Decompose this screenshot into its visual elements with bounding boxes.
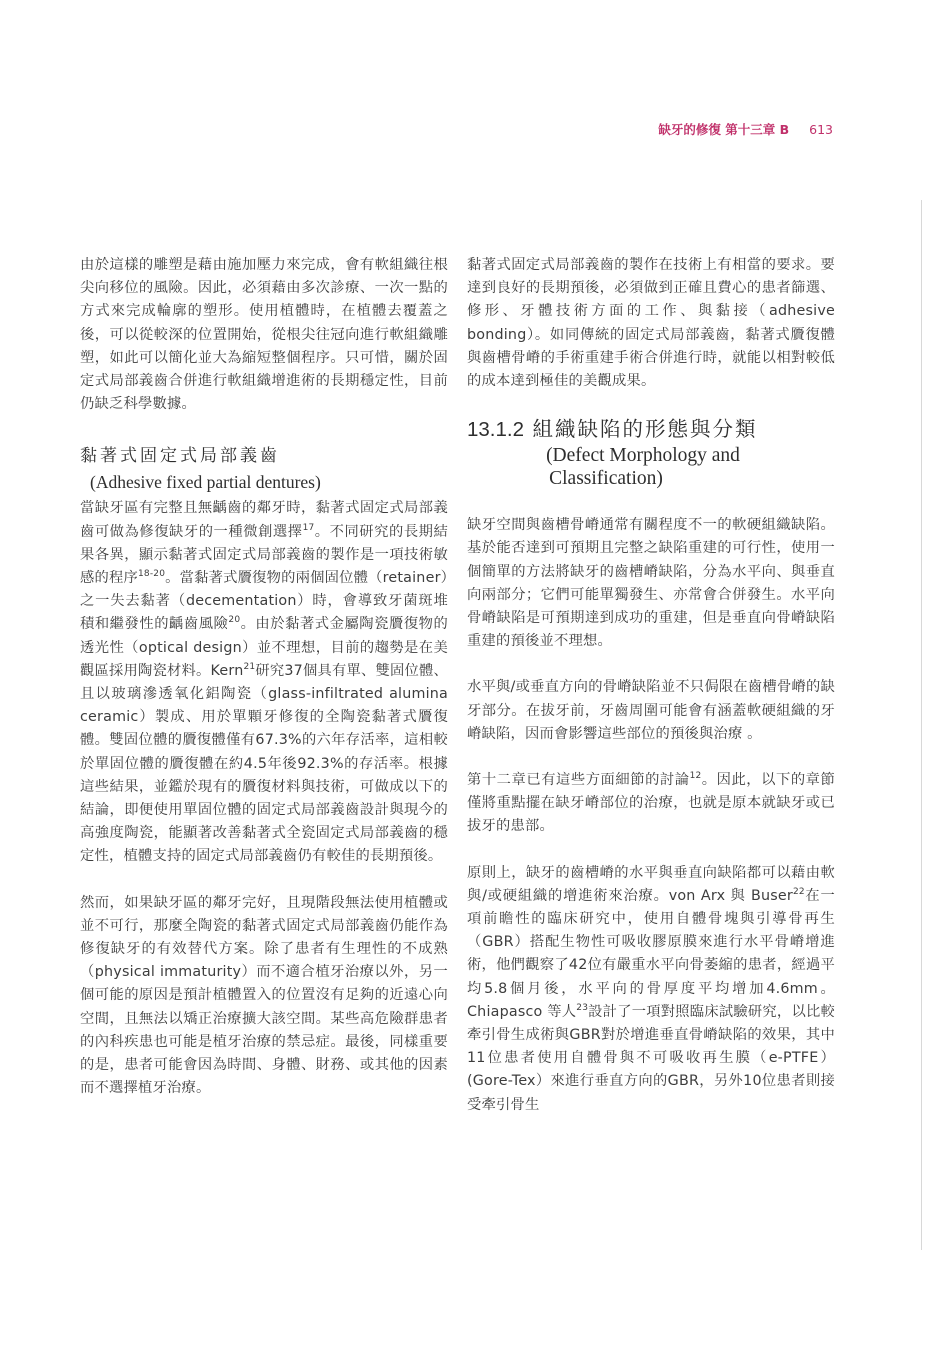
reference-20: 20: [228, 615, 241, 626]
text-segment: 。當黏著式贗復物的兩個固位體（retainer）之一失去黏著（decementation）時，會導致牙菌斑堆積和繼發性的齲齒風險: [80, 570, 448, 633]
page-edge-line: [921, 200, 922, 1250]
section-number: 13.1.2: [467, 418, 524, 442]
reference-21: 21: [243, 661, 256, 672]
section-title-adhesive-zh: 黏著式固定式局部義齒: [80, 446, 280, 467]
right-paragraph-4: [467, 769, 835, 839]
reference-22: 22: [792, 886, 805, 897]
right-paragraph-5: [467, 862, 835, 1117]
right-paragraph-3: 水平與/或垂直方向的骨嵴缺陷並不只侷限在齒槽骨嵴的缺牙部分。在拔牙前，牙齒周圍可能會有涵蓋軟硬組織的牙嵴缺陷，因而會影響這些部位的預後與治療 。: [467, 679, 835, 742]
text-segment: 設計了一項對照臨床試驗研究，以比較牽引骨生成術與GBR對於增進垂直骨嵴缺陷的效果，其中11位患者使用自體骨與不可吸收再生膜（e-PTFE）(Gore-Tex）來進行垂直方向的GBR，另外10位患者則接受牽引骨生: [467, 1003, 835, 1113]
left-paragraph-1: 由於這樣的雕塑是藉由施加壓力來完成，會有軟組織往根尖向移位的風險。因此，必須藉由多次診療、一次一點的方式來完成輪廓的塑形。使用植體時，在植體去覆蓋之後，可以從較深的位置開始，從根尖往冠向進行軟組織雕塑，如此可以簡化並大為縮短整個程序。只可惜，關於固定式局部義齒合併進行軟組織增進術的長期穩定性，目前仍缺乏科學數據。: [80, 257, 448, 413]
text-segment: 。不同研究的長期結果各異，顯示黏著式固定式局部義齒的製作是一項技術敏感的程序: [80, 523, 449, 587]
reference-18-20: 18-20: [138, 569, 166, 580]
right-column: [467, 254, 835, 1117]
left-paragraph-2: [80, 497, 448, 868]
text-segment: 當缺牙區有完整且無齲齒的鄰牙時，黏著式固定式局部義齒可做為修復缺牙的一種微創選擇: [80, 500, 448, 540]
running-header: [560, 120, 833, 138]
left-column: [80, 254, 448, 1101]
section-heading-13-1-2: [467, 415, 835, 444]
text-segment: 原則上，缺牙的齒槽嵴的水平與垂直向缺陷都可以藉由軟與/或硬組織的增進術來治療。von Arx 與 Buser: [467, 864, 835, 904]
text-segment: 在一項前瞻性的臨床研究中，使用自體骨塊與引導骨再生（GBR）搭配生物性可吸收膠原膜來進行水平骨嵴增進術，他們觀察了42位有嚴重水平向骨萎縮的患者，經過平均5.8個月後，水平向的骨厚度平均增加4.6mm。Chiapasco 等人: [467, 887, 835, 1020]
text-segment: 第十二章已有這些方面細節的討論: [467, 772, 690, 789]
running-title: 缺牙的修復 第十三章 B: [658, 122, 790, 137]
section-heading-en-line2: Classification): [549, 468, 663, 490]
section-title-adhesive-en: (Adhesive fixed partial dentures): [90, 472, 321, 493]
page-number: 613: [809, 122, 833, 137]
left-paragraph-3: 然而，如果缺牙區的鄰牙完好，且現階段無法使用植體或並不可行，那麼全陶瓷的黏著式固定式局部義齒仍能作為修復缺牙的有效替代方案。除了患者有生理性的不成熟（physical immaturity）而不適合植牙治療以外，另一個可能的原因是預計植體置入的位置沒有足夠的近遠心向空間，且無法以矯正治療擴大該空間。某些高危險群患者的內科疾患也可能是植牙治療的禁忌症。最後，同樣重要的是，患者可能會因為時間、身體、財務、或其他的因素而不選擇植牙治療。: [80, 894, 448, 1097]
text-segment: 研究37個具有單、雙固位體、且以玻璃滲透氧化鋁陶瓷（glass-infiltrated alumina ceramic）製成、用於單顆牙修復的全陶瓷黏著式贗復體。雙固位體的贗復體僅有67.3%的六年存活率，這相較於單固位體的贗復體在約4.5年後92.3%的存活率。根據這些結果，並鑑於現有的贗復材料與技術，可做成以下的結論，即便使用單固位體的固定式局部義齒設計與現今的高強度陶瓷，能顯著改善黏著式全瓷固定式局部義齒的穩定性，植體支持的固定式局部義齒仍有較佳的長期預後。: [80, 662, 448, 865]
right-paragraph-1: 黏著式固定式局部義齒的製作在技術上有相當的要求。要達到良好的長期預後，必須做到正確且費心的患者篩選、修形、牙體技術方面的工作、與黏接（adhesive bonding）。如同傳統的固定式局部義齒，黏著式贗復體與齒槽骨嵴的手術重建手術合併進行時，就能以相對較低的成本達到極佳的美觀成果。: [467, 257, 835, 390]
reference-23: 23: [576, 1002, 589, 1013]
section-heading-en-line1: (Defect Morphology and: [546, 445, 740, 467]
reference-12: 12: [689, 771, 702, 782]
reference-17: 17: [302, 522, 315, 533]
text-segment: 。由於黏著式金屬陶瓷贗復物的透光性（optical design）並不理想，目前的趨勢是在美觀區採用陶瓷材料。Kern: [80, 616, 448, 679]
text-segment: 。因此，以下的章節僅將重點擺在缺牙嵴部位的治療，也就是原本就缺牙或已拔牙的患部。: [467, 772, 836, 835]
section-heading-zh: 組織缺陷的形態與分類: [532, 417, 758, 442]
right-paragraph-2: 缺牙空間與齒槽骨嵴通常有關程度不一的軟硬組織缺陷。基於能否達到可預期且完整之缺陷重建的可行性，使用一個簡單的方法將缺牙的齒槽嵴缺陷，分為水平向、與垂直向兩部分；它們可能單獨發生、亦常會合併發生。水平向骨嵴缺陷是可預期達到成功的重建，但是垂直向骨嵴缺陷重建的預後並不理想。: [467, 517, 835, 650]
